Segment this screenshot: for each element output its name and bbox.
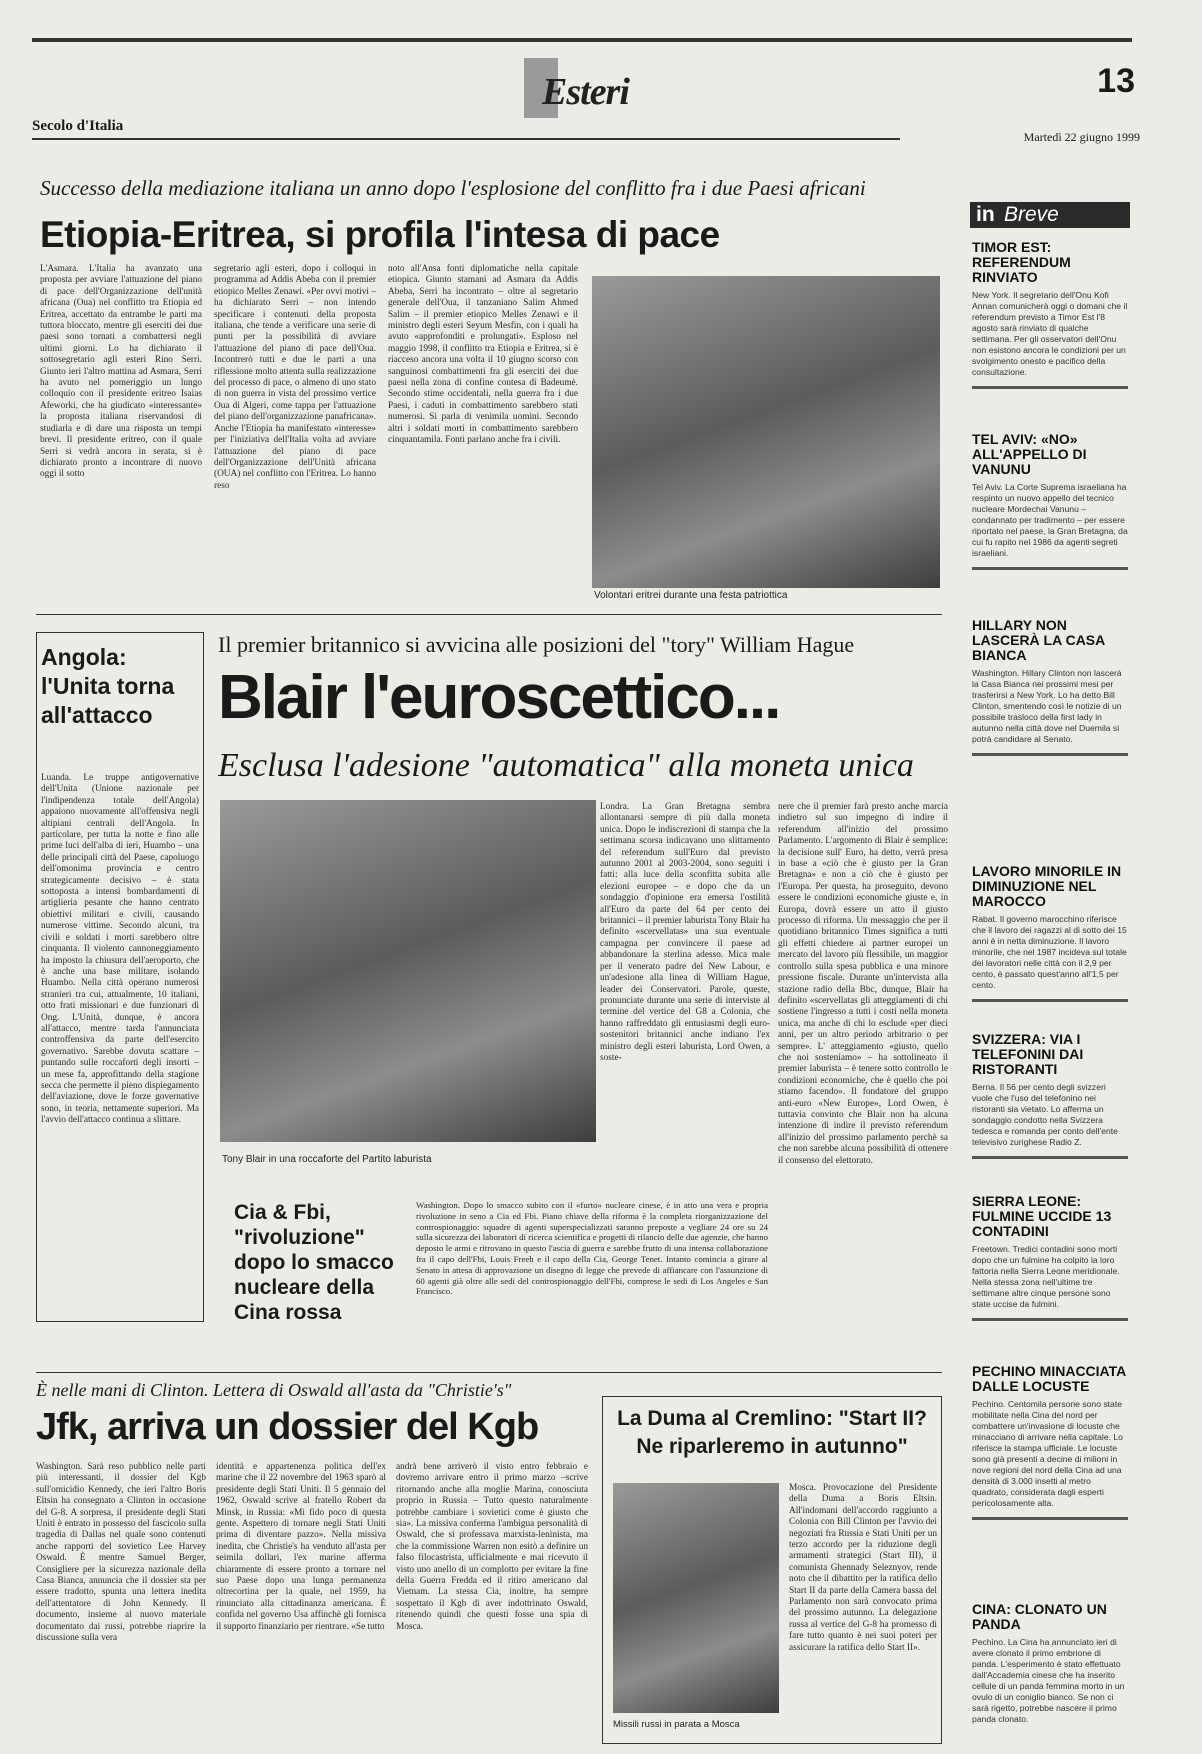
inbreve-logo-breve: Breve bbox=[1004, 203, 1059, 226]
brief-item bbox=[972, 864, 1128, 1002]
duma-box bbox=[602, 1396, 942, 1744]
brief-title: LAVORO MINORILE IN DIMINUZIONE NEL MAROCCO bbox=[972, 863, 1122, 909]
divider-1 bbox=[36, 614, 942, 615]
brief-item bbox=[972, 240, 1128, 389]
jfk-kicker: È nelle mani di Clinton. Lettera di Oswald all'asta da "Christie's" bbox=[36, 1380, 512, 1400]
inbreve-sidebar bbox=[960, 188, 1136, 1748]
brief-divider bbox=[972, 999, 1128, 1002]
angola-box bbox=[36, 632, 204, 1322]
paper-name: Secolo d'Italia bbox=[32, 118, 124, 134]
issue-date: Martedì 22 giugno 1999 bbox=[900, 130, 1140, 148]
brief-item bbox=[972, 1364, 1128, 1520]
article1-col3: noto all'Ansa fonti diplomatiche nella capitale etiopica. Giunto stamani ad Asmara da Addis Abeba, Serri ha incontrato – oltre al segretario generale dell'Oua, il tanzaniano Salim Ahmed Salim – il premier etiopico Melles Zenawi e il ministro degli esteri Seyum Mesfin, con i quali ha avuto «approfonditi e prolungati». Esploso nel maggio 1998, il conflitto tra Etiopia e Eritrea, si è riacceso ancora una volta il 10 giugno scorso con sanguinosi combattimenti fra gli eserciti dei due paesi nella zona di confine contesa di Badeumè. Secondo stime occidentali, nella guerra fra i due Paesi, i caduti in combattimento sarebbero stati numerosi. Si parla di venimila uomini. Secondo altri i soldati morti in combattimento sarebbero cinquantamila. Fonti parlano anche fra i civili. bbox=[388, 264, 578, 446]
ciafbi-text: Washington. Dopo lo smacco subito con il «furto» nucleare cinese, è in atto una vera e propria rivoluzione in seno a Cia ed Fbi. Piano chiave della riforma è la completa riorganizzazione del controspionaggio: squadre di agenti superspecializzati saranno preposte a vegliare 24 ore su 24 sulla sicurezza dei laboratori di ricerca scientifica e progetti di rilancio delle due agenzie, che hanno deposto le armi e ritrovano in questo l'ascia di guerra e sarebbe frutto di una intensa collaborazione fra il capo dell'Fbi, Louis Freeh e il capo della Cia, George Tenet. Intanto comincia a girare al Senato in attesa di approvazione un disegno di legge che prevede di affiancare con l'assunzione di 60 agenti già oltre alle sedi del controspionaggio dell'Fbi, comprese le sedi di Los Angeles e San Francisco. bbox=[416, 1200, 768, 1297]
duma-caption: Missili russi in parata a Mosca bbox=[613, 1719, 740, 1730]
brief-title: TIMOR EST: REFERENDUM RINVIATO bbox=[972, 239, 1071, 285]
brief-title: SVIZZERA: VIA I TELEFONINI DAI RISTORANTI bbox=[972, 1031, 1084, 1077]
brief-item bbox=[972, 1602, 1128, 1725]
brief-text: New York. Il segretario dell'Onu Kofi Annan comunicherà oggi o domani che il referendum previsto a Timor Est l'8 agosto sarà rinviato di qualche settimana. Per gli osservatori dell'Onu non esistono ancora le condizioni per un svolgimento onesto e pacifico della consultazione. bbox=[972, 290, 1128, 377]
brief-title: PECHINO MINACCIATA DALLE LOCUSTE bbox=[972, 1363, 1126, 1394]
brief-text: Pechino. La Cina ha annunciato ieri di avere clonato il primo embrione di panda. L'esperimento è stato effettuato dall'Accademia cinese che ha inserito cellule di un panda femmina morto in un ovulo di un coniglio bianco. Se non ci sarà rigetto, potrebbe nascere il primo panda clonato. bbox=[972, 1637, 1125, 1724]
brief-item bbox=[972, 432, 1128, 570]
blair-col2: nere che il premier farà presto anche marcia indietro sul suo impegno di indire il referendum all'inizio del prossimo Parlamento. L'argomento di Blair è semplice: la decisione sull' Euro, ha detto, verrà presa in base a «ciò che è giusto per la Gran Bretagna» e non a ciò che è giusto per l'Europa. Per questa, ha proseguito, devono essere le condizioni economiche giuste e, in Europa, dovrà essere un atto il giusto processo di riforma. Un messaggio che per il quotidiano britannico Times significa a tutti gli effetti chiedere ai partner europei un mercato del lavoro più flessibile, un maggior controllo sulla spesa pubblica e una minore pressione fiscale. Durante un'intervista alla stazione radio della Bbc, dunque, Blair ha definito «scervellatas gli atteggiamenti di chi sostiene l'ingresso a tutti i costi nella moneta unica, ma anche di chi lo esclude «per dieci anni, per un altro periodo arbitrario o per sempre». L' atteggiamento «giusto, quello che noi sosteniamo» – ha sottolineato il premier laburista – è tenere sotto controllo le condizioni economiche, che è quello che poi stiamo facendo». Il fondatore del gruppo anti-euro «New Europe», Lord Owen, è tuttavia convinto che Blair non ha alcuna intenzione di indire il previsto referendum all'inizio del prossimo parlamento perchè sa che non sarebbe alcuna possibilità di ottenere il consenso del elettorato. bbox=[778, 802, 948, 1166]
blair-headline: Blair l'euroscettico... bbox=[218, 663, 780, 732]
brief-title: HILLARY NON LASCERÀ LA CASA BIANCA bbox=[972, 617, 1105, 663]
brief-text: Pechino. Centomila persone sono state mobilitate nella Cina del nord per combattere un'invasione di locuste che minacciano di arrivare nella capitale. Lo riferisce la stampa ufficiale. Le locuste sono già presenti a decine di milioni in nove regioni del nord della Cina ad una densità di 3.000 insetti al metro quadrato, considerata dagli esperti pericolosamente alta. bbox=[972, 1399, 1123, 1508]
brief-item bbox=[972, 618, 1128, 756]
divider-2 bbox=[36, 1372, 942, 1373]
article1-headline: Etiopia-Eritrea, si profila l'intesa di pace bbox=[40, 214, 720, 255]
blair-kicker: Il premier britannico si avvicina alle posizioni del "tory" William Hague bbox=[218, 632, 855, 657]
top-rule bbox=[32, 38, 1132, 42]
article1-col1: L'Asmara. L'Italia ha avanzato una proposta per avviare l'attuazione del piano di pace dell'Organizzazione dell'unità africana (Oua) nel conflitto tra Etiopia ed Eritrea, accettato da entrambe le parti ma tuttora bloccato, mentre gli eserciti dei due paesi sono tornati a combattersi negli ultimi giorni. Lo ha dichiarato il sottosegretario agli esteri Rino Serri. Giunto ieri l'altro mattina ad Asmara, Serri ha avuto nel pomeriggio un lungo colloquio con il presidente eritreo Isaias Afeworki, che ha giudicato «interessante» la proposta italiana riservandosi di studiarla e di dare una risposta un tempi brevi. Il presidente eritreo, con il quale Serri si vedrà ancora in serata, si è dichiarato pronto a incontrare di nuovo oggi il sotto bbox=[40, 264, 202, 480]
brief-divider bbox=[972, 386, 1128, 389]
inbreve-logo-in: in bbox=[976, 203, 995, 226]
section-logo bbox=[520, 50, 670, 120]
brief-item bbox=[972, 1194, 1128, 1321]
ciafbi-headline: Cia & Fbi, "rivoluzione" dopo lo smacco nucleare della Cina rossa bbox=[234, 1201, 394, 1324]
brief-text: Washington. Hillary Clinton non lascerà la Casa Bianca nei prossimi mesi per trasferirsi a New York. Lo ha detto Bill Clinton, smentendo così le notizie di un possibile trasloco della first lady in autunno nella città dove nel Duemila si potrà candidare al Senato. bbox=[972, 668, 1122, 744]
brief-divider bbox=[972, 1517, 1128, 1520]
angola-text: Luanda. Le truppe antigovernative dell'Unita (Unione nazionale per l'indipendenza totale dell'Angola) appaiono nuovamente all'offensiva negli altipiani centrali dell'Angola. In particolare, per tutta la notte e fino alle prime luci dell'alba di ieri, Huambo – una delle principali città del Paese, capoluogo dell'omonima provincia e centro strategicamente decisivo – è stata sottoposta a intensi bombardamenti di artiglieria pesante che hanno centrato obiettivi militari e civili, causando numerose vittime. Secondo alcuni, tra civili e soldati i morti sarebbero oltre cinquanta. Il violento cannoneggiamento ha imposto la chiusura dell'aeroporto, che è anche una base militare, isolando Huambo. Nella città operano numerosi stranieri tra cui, attualmente, 10 italiani, otto frati missionari e due funzionari di Ong. L'Unità, dunque, è ancora all'attacco, mentre tarda l'annunciata controffensiva da parte dell'esercito governativo. Sarebbe dovuta scattare – puntando sulle roccaforti degli insorti – un mese fa, approfittando della stagione secca che permette il pieno dispiegamento dell'aviazione, dove le forze governative sono, in teoria, nettamente superiori. Ma l'avvio dell'attacco continua a slittare. bbox=[41, 773, 199, 1126]
brief-divider bbox=[972, 1318, 1128, 1321]
blair-photo bbox=[220, 800, 596, 1142]
jfk-col2: identità e appartenenza politica dell'ex marine che il 22 novembre del 1963 sparò al presidente degli Stati Uniti. Il 5 gennaio del 1962, Oswald scrive al fratello Robert da Minsk, in Russia: «Mi fido poco di questa gente. Aspettero di tornare negli Stati Uniti prima di diventare pazzo». Nella missiva inedita, che Christie's ha venduto all'asta per seimila dollari, l'ex marine afferma chiaramente di essere pronto a tornare nel suo Paese dopo una lunga permanenza oltrecortina per la quale, nel 1959, ha rinunciato alla cittadinanza americana. È confida nel governo Usa affinchè gli fornisca il supporto finanziario per rientrare. «Se tutto bbox=[216, 1462, 386, 1632]
jfk-headline: Jfk, arriva un dossier del Kgb bbox=[36, 1406, 539, 1448]
inbreve-logo bbox=[970, 202, 1130, 228]
jfk-col1: Washington. Sarà reso pubblico nelle parti più interessanti, il dossier del Kgb sull'omicidio Kennedy, che ieri l'altro Boris Eltsin ha consegnato a Clinton in occasione del G-8. A sorpresa, il presidente degli Stati Uniti è entrato in possesso del fascicolo sulla tragedia di Dallas nel quale sono contenuti anche rapporti del sovietico Lee Harvey Oswald. È mentre Samuel Berger, Consigliere per la sicurezza nazionale della Casa Bianca, annuncia che il dossier sta per essere tradotto, spunta una lettera inedita dell'attentatore di John Kennedy. Il documento, insieme al nuovo materiale documentato dai russi, potrebbe riaprire la discussione sulla vera bbox=[36, 1462, 206, 1644]
brief-divider bbox=[972, 1156, 1128, 1159]
angola-headline: Angola: l'Unita torna all'attacco bbox=[41, 644, 175, 728]
section-title: Esteri bbox=[542, 71, 629, 113]
brief-item bbox=[972, 1032, 1128, 1159]
blair-caption: Tony Blair in una roccaforte del Partito laburista bbox=[222, 1154, 432, 1165]
jfk-col3: andrà bene arriverò il visto entro febbraio e dovremo arrivare entro il primo marzo –scrive ritornando anche alla moglie Marina, conosciuta proprio in Russia – Tutto questo naturalmente potrebbe cambiare i sovietici come è giusto che sia». La missiva conferma l'ambigua personalità di Oswald, che si professava marxista-leninista, ma che la commissione Warren non esitò a definire un falso filocastrista, ufficialmente e mai ricevuto il visto uno anello di un complotto per evitare la fine della Guerra Fredda ed il ritiro americano dal Vietnam. La stessa Cia, inoltre, ha sempre sospettato il Kgb di aver indottrinato Oswald, ritenendo quindi che questi fosse una spia di Mosca. bbox=[396, 1462, 588, 1632]
article1-caption: Volontari eritrei durante una festa patriottica bbox=[594, 590, 788, 601]
brief-divider bbox=[972, 753, 1128, 756]
duma-headline: La Duma al Cremlino: "Start II? Ne riparleremo in autunno" bbox=[617, 1407, 927, 1458]
brief-text: Freetown. Tredici contadini sono morti dopo che un fulmine ha colpito la loro fattoria nella Sierra Leone meridionale. Nella stessa zona nell'ultime tre settimane altre cinque persone sono state uccise da fulmini. bbox=[972, 1244, 1120, 1309]
brief-divider bbox=[972, 567, 1128, 570]
brief-title: TEL AVIV: «NO» ALL'APPELLO DI VANUNU bbox=[972, 431, 1087, 477]
brief-title: CINA: CLONATO UN PANDA bbox=[972, 1601, 1107, 1632]
brief-text: Rabat. Il governo marocchino riferisce che il lavoro dei ragazzi al di sotto dei 15 anni è in netta diminuzione. Il lavoro minorile, che nel 1987 incideva sul totale dei lavoratori nelle città con il 2,9 per cento, è passato quest'anno all'1,5 per cento. bbox=[972, 914, 1127, 990]
brief-title: SIERRA LEONE: FULMINE UCCIDE 13 CONTADINI bbox=[972, 1193, 1112, 1239]
duma-text: Mosca. Provocazione del Presidente della Duma a Boris Eltsin. All'indomani dell'accordo raggiunto a Colonia con Bill Clinton per l'avvio dei negoziati fra Russia e Stati Uniti per un terzo accordo per la riduzione degli armamenti strategici (Start III), il comunista Ghennady Seleznyov, rende noto che il dibattito per la ratifica dello Start II da parte della Camera bassa del Parlamento non sarà convocato prima del prossimo autunno. La delegazione russa al vertice del G-8 ha promesso di fare tutto quanto è nei suoi poteri per assicurare la ratifica dello Start II». bbox=[789, 1483, 937, 1653]
blair-subhead: Esclusa l'adesione "automatica" alla moneta unica bbox=[218, 747, 914, 784]
page-number: 13 bbox=[1097, 62, 1135, 100]
article1-col2: segretario agli esteri, dopo i colloqui in programma ad Addis Abeba con il premier etiopico Melles Zenawi. «Per ovvi motivi – ha dichiarato Serri – non intendo specificare i contenuti della proposta italiana, che tende a verificare una serie di punti per la possibilità di avviare l'attuazione del piano di pace dell'Oua. Incontrerò tutti e due le parti a una riflessione molto attenta sulla realizzazione del processo di pace, o almeno di uno stato di non guerra in vista del prossimo vertice Oua di Algeri, come tappa per l'attuazione del piano dell'organizzazione panafricana». Anche l'Etiopia ha manifestato «interesse» per l'iniziativa dell'Italia volta ad avviare l'attuazione del piano di pace dell'Organizzazione dell'Unità africana (OUA) nel conflitto con l'Eritrea. Lo hanno reso bbox=[214, 264, 376, 491]
brief-text: Berna. Il 56 per cento degli svizzeri vuole che l'uso del telefonino nei ristoranti sia vietato. Lo afferma un sondaggio condotto nella Svizzera tedesca e romanda per conto dell'ente televisivo zurighese Radio Z. bbox=[972, 1082, 1118, 1147]
brief-text: Tel Aviv. La Corte Suprema israeliana ha respinto un nuovo appello del tecnico nucleare Mordechai Vanunu – condannato per tradimento – per essere riportato nel paese, la Gran Bretagna, da cui fu rapito nel 1986 da agenti segreti israeliani. bbox=[972, 482, 1128, 558]
article1-kicker: Successo della mediazione italiana un anno dopo l'esplosione del conflitto fra i due Paesi africani bbox=[40, 176, 866, 200]
blair-col1: Londra. La Gran Bretagna sembra allontanarsi sempre di più dalla moneta unica. Dopo le indiscrezioni di stampa che la settimana scorsa indicavano uno slittamento del referendum sull'Euro dal previsto autunno 2001 al 2003-2004, sono seguiti i fatti: alla luce della sconfitta subita alle elezioni europee – e dopo che da un sondaggio d'opinione era emersa l'ostilità all'Euro da parte del 64 per cento dei britannici – il premier laburista Tony Blair ha definito «scervellatas» una sua eventuale campagna per convincere il paese ad abbandonare la sterlina adesso. Mica male per il venerato padre del New Labour, e un'adesione alla linea di William Hague, leader dei Conservatori. Parole, queste, pronunciate durante una serie di interviste al termine del vertice del G8 a Colonia, che hanno raffreddato gli entusiasmi degli euro-sostenitori britannici anche indiano l'ex ministro degli esteri laburista, Lord Owen, a soste- bbox=[600, 802, 770, 1063]
duma-photo bbox=[613, 1483, 779, 1713]
article1-photo bbox=[592, 276, 940, 588]
